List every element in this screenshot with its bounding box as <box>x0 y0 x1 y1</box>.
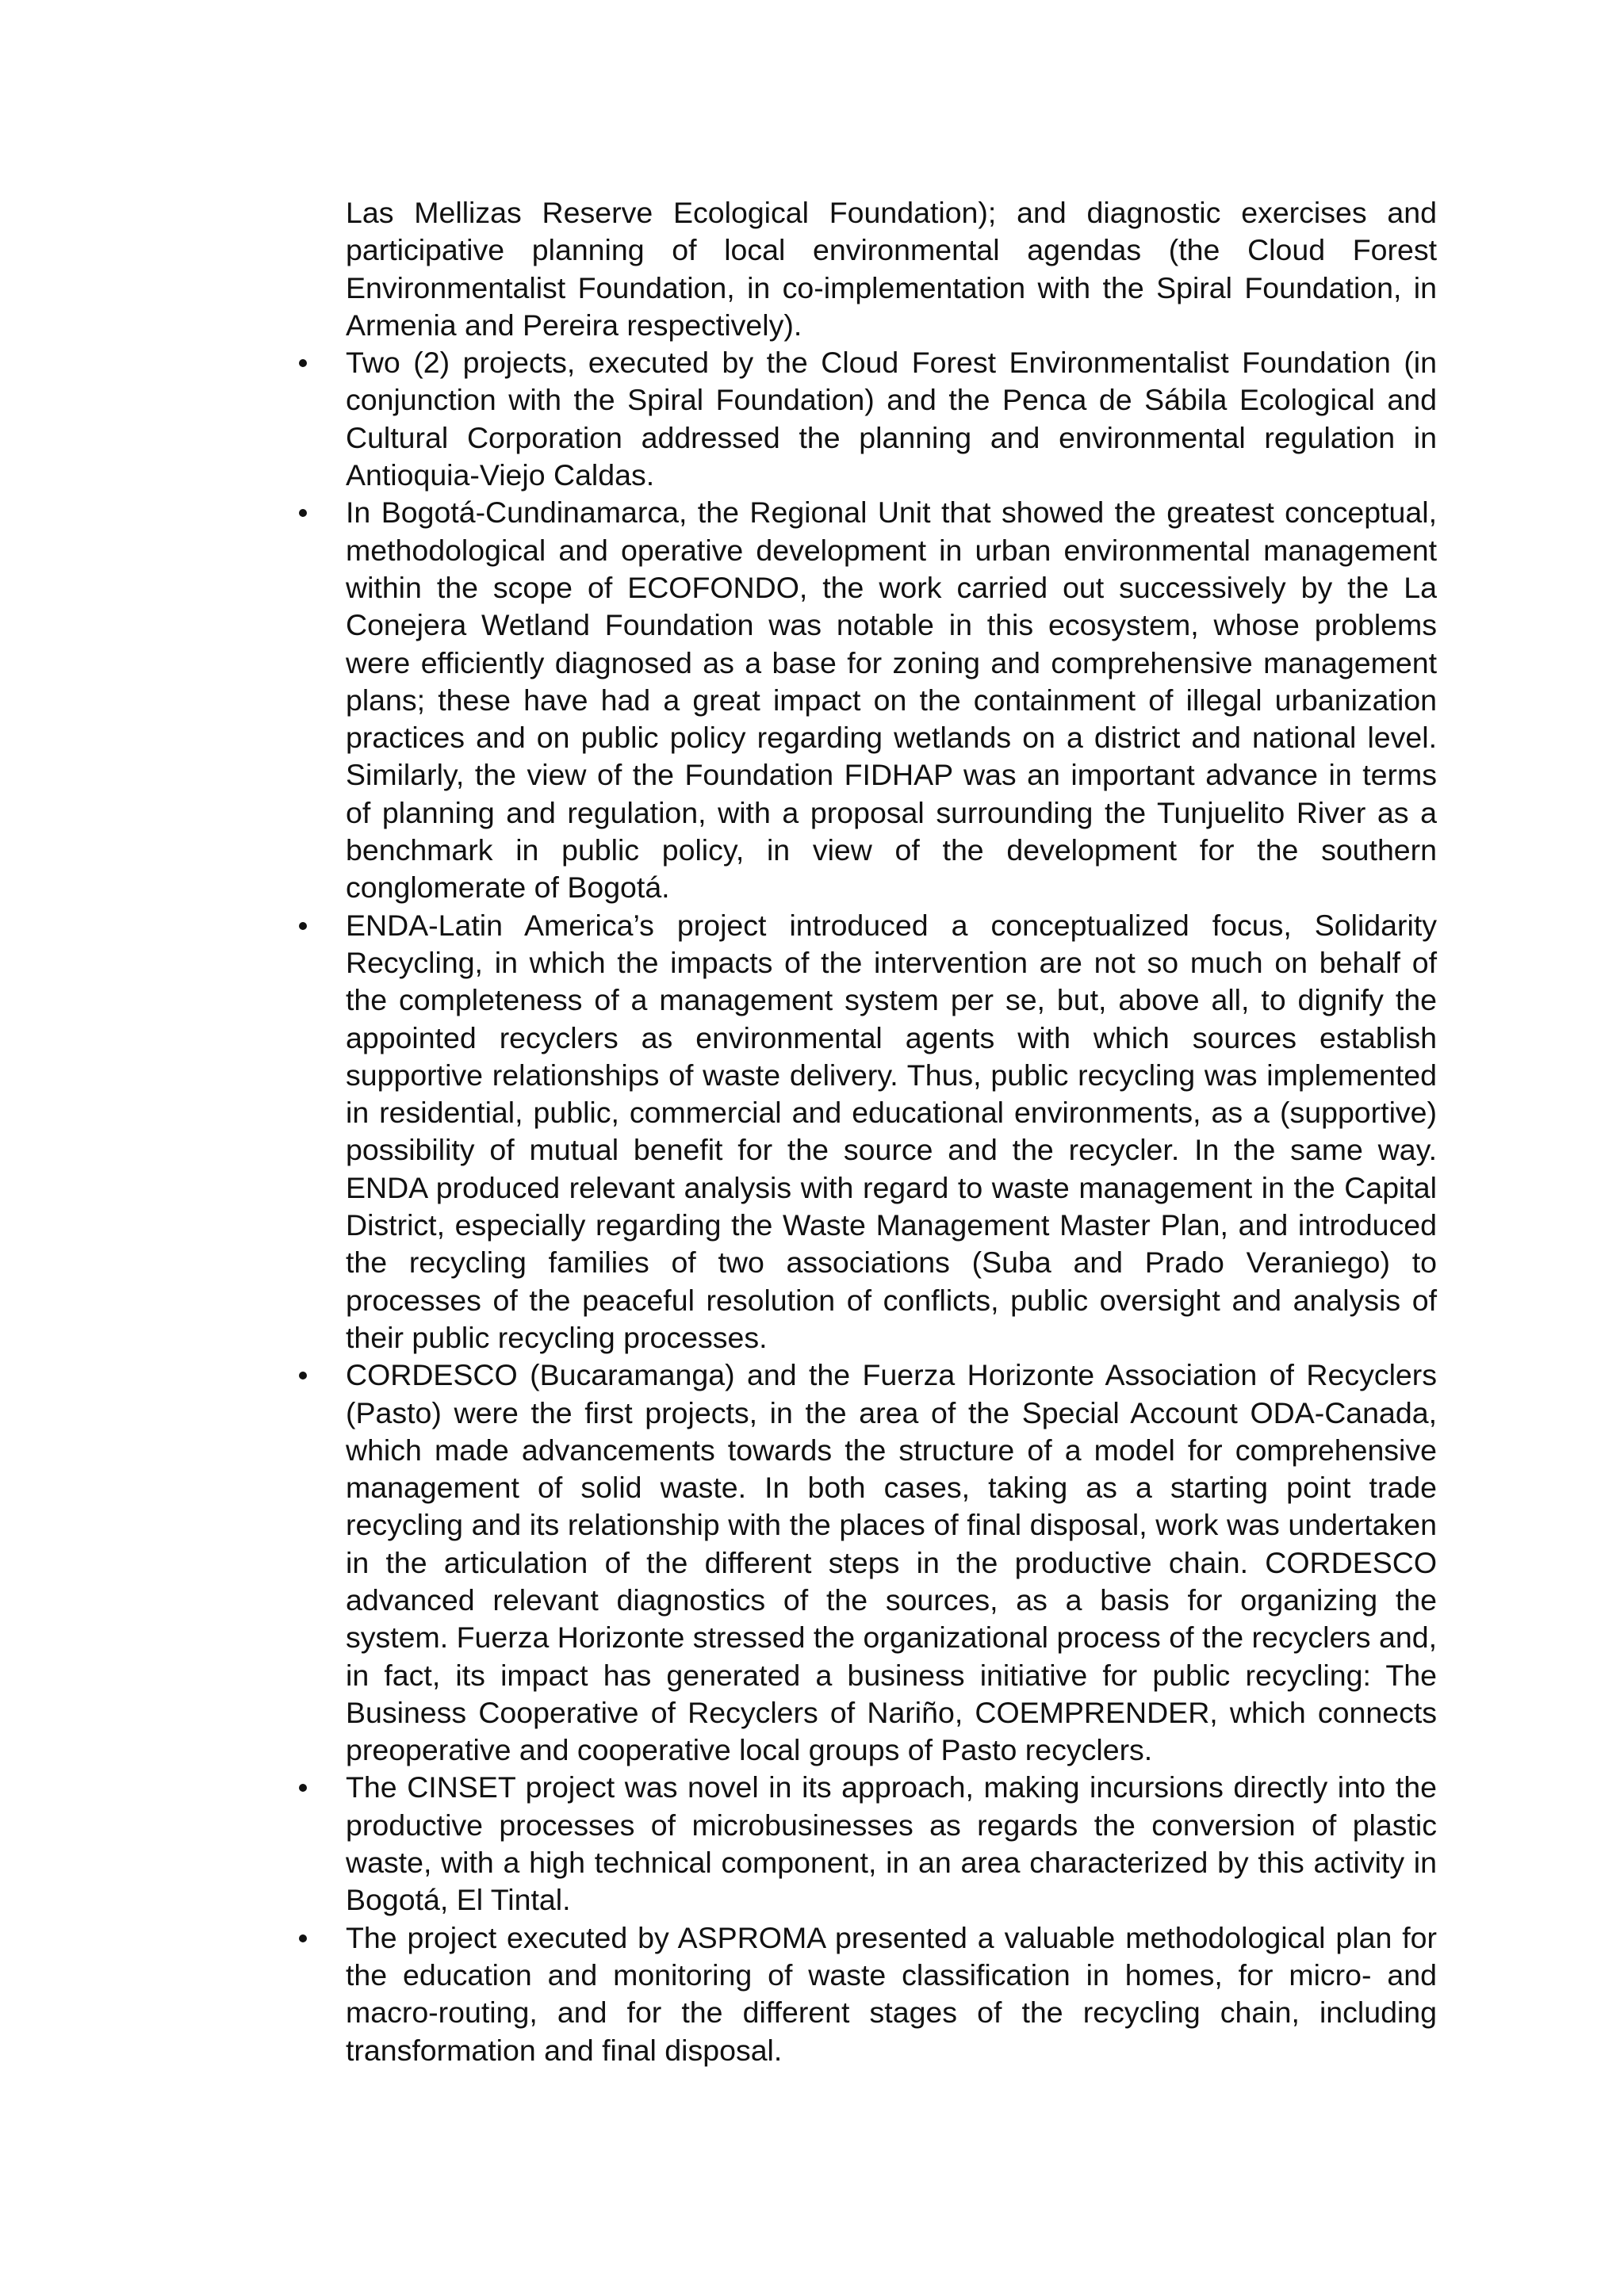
bullet-list <box>346 344 1437 2069</box>
bullet-text: In Bogotá-Cundinamarca, the Regional Unit that showed the greatest conceptual, methodological and operative development in urban environmental management within the scope of ECOFONDO, the work carried out successively by the La Conejera Wetland Foundation was notable in this ecosystem, whose problems were efficiently diagnosed as a base for zoning and comprehensive management plans; these have had a great impact on the containment of illegal urbanization practices and on public policy regarding wetlands on a district and national level. Similarly, the view of the Foundation FIDHAP was an important advance in terms of planning and regulation, with a proposal surrounding the Tunjuelito River as a benchmark in public policy, in view of the development for the southern conglomerate of Bogotá. <box>346 496 1437 905</box>
list-item <box>346 1769 1437 1919</box>
list-item <box>346 1357 1437 1769</box>
list-item <box>346 344 1437 494</box>
bullet-icon <box>299 922 307 930</box>
bullet-icon <box>299 1784 307 1792</box>
list-item <box>346 907 1437 1357</box>
bullet-text: Two (2) projects, executed by the Cloud Forest Environmentalist Foundation (in conjunction with the Spiral Foundation) and the Penca de Sábila Ecological and Cultural Corporation addressed the planning and environmental regulation in Antioquia-Viejo Caldas. <box>346 346 1437 492</box>
bullet-text: The project executed by ASPROMA presented a valuable methodological plan for the education and monitoring of waste classification in homes, for micro- and macro-routing, and for the different stages of the recycling chain, including transformation and final disposal. <box>346 1920 1437 2067</box>
bullet-icon <box>299 1934 307 1942</box>
bullet-icon <box>299 1372 307 1380</box>
bullet-icon <box>299 509 307 517</box>
intro-paragraph: Las Mellizas Reserve Ecological Foundation); and diagnostic exercises and participative planning of local environmental agendas (the Cloud Forest Environmentalist Foundation, in co-implementation with the Spiral Foundation, in Armenia and Pereira respectively). <box>346 196 1437 342</box>
bullet-text: The CINSET project was novel in its approach, making incursions directly into the productive processes of microbusinesses as regards the conversion of plastic waste, with a high technical component, in an area characterized by this activity in Bogotá, El Tintal. <box>346 1770 1437 1917</box>
body-text <box>346 194 1437 2069</box>
bullet-text: CORDESCO (Bucaramanga) and the Fuerza Horizonte Association of Recyclers (Pasto) were the first projects, in the area of the Special Account ODA-Canada, which made advancements towards the structure of a model for comprehensive management of solid waste. In both cases, taking as a starting point trade recycling and its relationship with the places of final disposal, work was undertaken in the articulation of the different steps in the productive chain. CORDESCO advanced relevant diagnostics of the sources, as a basis for organizing the system. Fuerza Horizonte stressed the organizational process of the recyclers and, in fact, its impact has generated a business initiative for public recycling: The Business Cooperative of Recyclers of Nariño, COEMPRENDER, which connects preoperative and cooperative local groups of Pasto recyclers. <box>346 1358 1437 1767</box>
bullet-text: ENDA-Latin America’s project introduced a conceptualized focus, Solidarity Recycling, in which the impacts of the intervention are not so much on behalf of the completeness of a management system per se, but, above all, to dignify the appointed recyclers as environmental agents with which sources establish supportive relationships of waste delivery. Thus, public recycling was implemented in residential, public, commercial and educational environments, as a (supportive) possibility of mutual benefit for the source and the recycler. In the same way. ENDA produced relevant analysis with regard to waste management in the Capital District, especially regarding the Waste Management Master Plan, and introduced the recycling families of two associations (Suba and Prado Veraniego) to processes of the peaceful resolution of conflicts, public oversight and analysis of their public recycling processes. <box>346 908 1437 1354</box>
bullet-icon <box>299 359 307 367</box>
list-item <box>346 1919 1437 2069</box>
list-item <box>346 494 1437 906</box>
